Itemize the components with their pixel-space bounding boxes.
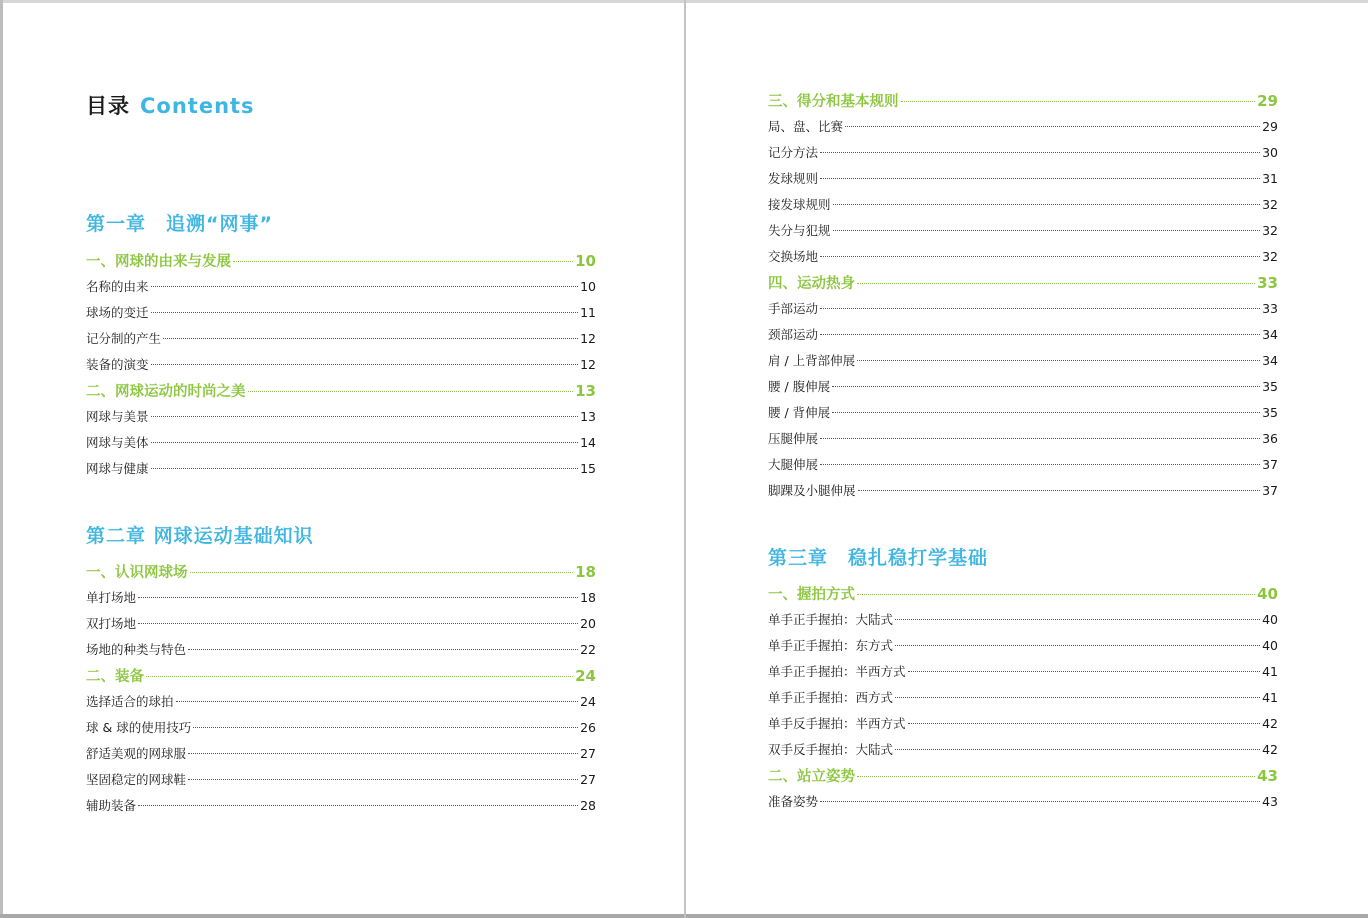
toc-entry[interactable] <box>768 322 1278 348</box>
toc-entry-label: 单手正手握拍：东方式 <box>768 638 894 653</box>
toc-entry[interactable] <box>86 741 596 767</box>
toc-entry-label: 腰 / 腹伸展 <box>768 379 831 394</box>
toc-entry-page: 35 <box>1262 379 1278 394</box>
toc-entry-page: 26 <box>580 720 596 735</box>
toc-entry-label: 三、得分和基本规则 <box>768 94 899 110</box>
dot-leader <box>820 256 1260 257</box>
toc-entry-label: 发球规则 <box>768 171 819 186</box>
toc-entry-page: 37 <box>1262 457 1278 472</box>
dot-leader <box>908 723 1261 724</box>
toc-entry-label: 记分制的产生 <box>86 331 162 346</box>
toc-entry[interactable] <box>86 767 596 793</box>
chapter-1-list <box>86 248 596 482</box>
book-spine <box>684 0 686 918</box>
dot-leader <box>151 312 579 313</box>
toc-entry-page: 34 <box>1262 353 1278 368</box>
toc-entry-label: 二、网球运动的时尚之美 <box>86 384 246 400</box>
toc-entry-page: 14 <box>580 435 596 450</box>
toc-entry-page: 11 <box>580 305 596 320</box>
toc-entry-page: 28 <box>580 798 596 813</box>
toc-entry-page: 32 <box>1262 197 1278 212</box>
chapter-2-continued-list <box>768 88 1278 504</box>
toc-entry-label: 单手正手握拍：大陆式 <box>768 612 894 627</box>
toc-entry[interactable] <box>768 218 1278 244</box>
toc-entry[interactable] <box>768 296 1278 322</box>
dot-leader <box>151 364 579 365</box>
toc-title <box>86 90 255 120</box>
toc-entry-label: 腰 / 背伸展 <box>768 405 831 420</box>
toc-entry-label: 辅助装备 <box>86 798 137 813</box>
toc-entry-page: 15 <box>580 461 596 476</box>
dot-leader <box>820 464 1260 465</box>
toc-entry[interactable] <box>86 404 596 430</box>
chapter-3-title: 第三章 稳扎稳打学基础 <box>768 547 989 569</box>
chapter-1-title: 第一章 追溯“网事” <box>86 213 273 235</box>
toc-entry-page: 34 <box>1262 327 1278 342</box>
toc-entry-page: 10 <box>580 279 596 294</box>
dot-leader <box>820 438 1260 439</box>
dot-leader <box>820 178 1260 179</box>
toc-entry-page: 27 <box>580 746 596 761</box>
dot-leader <box>151 468 579 469</box>
toc-entry-label: 记分方法 <box>768 145 819 160</box>
toc-section-entry[interactable] <box>86 559 596 585</box>
toc-entry-page: 29 <box>1257 92 1278 110</box>
toc-entry-page: 42 <box>1262 716 1278 731</box>
toc-entry-label: 颈部运动 <box>768 327 819 342</box>
toc-entry-label: 肩 / 上背部伸展 <box>768 353 856 368</box>
dot-leader <box>901 101 1256 102</box>
chapter-3-list <box>768 581 1278 815</box>
dot-leader <box>188 753 578 754</box>
toc-section-entry[interactable] <box>86 378 596 404</box>
toc-section-entry[interactable] <box>86 663 596 689</box>
toc-entry-label: 场地的种类与特色 <box>86 642 187 657</box>
dot-leader <box>833 204 1261 205</box>
dot-leader <box>151 286 579 287</box>
toc-entry-label: 单打场地 <box>86 590 137 605</box>
dot-leader <box>857 594 1255 595</box>
toc-entry-label: 局、盘、比赛 <box>768 119 844 134</box>
dot-leader <box>188 649 578 650</box>
dot-leader <box>138 805 578 806</box>
toc-entry-page: 36 <box>1262 431 1278 446</box>
toc-entry-label: 选择适合的球拍 <box>86 694 174 709</box>
toc-entry[interactable] <box>768 348 1278 374</box>
dot-leader <box>151 416 579 417</box>
toc-section-entry[interactable] <box>768 270 1278 296</box>
dot-leader <box>832 412 1260 413</box>
toc-entry-page: 29 <box>1262 119 1278 134</box>
chapter-2-title: 第二章 网球运动基础知识 <box>86 525 314 547</box>
toc-entry[interactable] <box>86 326 596 352</box>
toc-entry-page: 43 <box>1257 767 1278 785</box>
dot-leader <box>845 126 1260 127</box>
toc-entry[interactable] <box>86 430 596 456</box>
dot-leader <box>193 727 578 728</box>
toc-entry-label: 压腿伸展 <box>768 431 819 446</box>
toc-entry-label: 接发球规则 <box>768 197 831 212</box>
toc-entry-label: 名称的由来 <box>86 279 149 294</box>
toc-section-entry[interactable] <box>86 248 596 274</box>
toc-entry-page: 41 <box>1262 690 1278 705</box>
toc-entry[interactable] <box>86 300 596 326</box>
toc-entry-page: 30 <box>1262 145 1278 160</box>
toc-entry-page: 41 <box>1262 664 1278 679</box>
chapter-2-list <box>86 559 596 819</box>
toc-entry[interactable] <box>768 478 1278 504</box>
toc-entry[interactable] <box>768 789 1278 815</box>
toc-entry-page: 10 <box>575 252 596 270</box>
toc-entry-label: 大腿伸展 <box>768 457 819 472</box>
toc-entry-page: 12 <box>580 357 596 372</box>
toc-entry[interactable] <box>768 140 1278 166</box>
toc-entry[interactable] <box>768 737 1278 763</box>
toc-entry-label: 交换场地 <box>768 249 819 264</box>
toc-section-entry[interactable] <box>768 581 1278 607</box>
toc-entry[interactable] <box>86 611 596 637</box>
dot-leader <box>248 391 574 392</box>
toc-entry-page: 24 <box>575 667 596 685</box>
toc-entry-label: 手部运动 <box>768 301 819 316</box>
toc-entry-label: 球场的变迁 <box>86 305 149 320</box>
toc-entry-page: 20 <box>580 616 596 631</box>
toc-entry[interactable] <box>768 685 1278 711</box>
dot-leader <box>857 283 1255 284</box>
toc-entry-label: 一、认识网球场 <box>86 565 188 581</box>
toc-entry-page: 13 <box>580 409 596 424</box>
toc-entry-page: 13 <box>575 382 596 400</box>
page-left-edge <box>0 0 3 918</box>
dot-leader <box>151 442 579 443</box>
toc-entry-label: 网球与美体 <box>86 435 149 450</box>
dot-leader <box>908 671 1261 672</box>
toc-entry[interactable] <box>86 585 596 611</box>
toc-entry-page: 37 <box>1262 483 1278 498</box>
toc-entry-page: 33 <box>1257 274 1278 292</box>
dot-leader <box>857 776 1255 777</box>
toc-entry-label: 单手正手握拍：半西方式 <box>768 664 906 679</box>
toc-entry-page: 35 <box>1262 405 1278 420</box>
toc-entry-page: 42 <box>1262 742 1278 757</box>
toc-entry[interactable] <box>768 244 1278 270</box>
dot-leader <box>895 645 1260 646</box>
dot-leader <box>820 308 1260 309</box>
toc-entry-label: 一、握拍方式 <box>768 587 855 603</box>
toc-entry-page: 18 <box>580 590 596 605</box>
toc-entry[interactable] <box>768 400 1278 426</box>
toc-entry-page: 40 <box>1262 638 1278 653</box>
dot-leader <box>190 572 574 573</box>
toc-title-en: Contents <box>140 94 255 118</box>
dot-leader <box>176 701 579 702</box>
dot-leader <box>820 152 1260 153</box>
toc-entry[interactable] <box>768 452 1278 478</box>
dot-leader <box>163 338 578 339</box>
toc-entry-label: 脚踝及小腿伸展 <box>768 483 856 498</box>
toc-entry-page: 12 <box>580 331 596 346</box>
toc-entry-label: 准备姿势 <box>768 794 819 809</box>
toc-entry-page: 40 <box>1262 612 1278 627</box>
toc-entry-label: 二、装备 <box>86 669 144 685</box>
toc-entry[interactable] <box>768 659 1278 685</box>
toc-title-cn: 目录 <box>86 94 130 118</box>
toc-entry-label: 失分与犯规 <box>768 223 831 238</box>
dot-leader <box>820 801 1260 802</box>
toc-entry-label: 舒适美观的网球服 <box>86 746 187 761</box>
toc-entry-page: 33 <box>1262 301 1278 316</box>
toc-entry-label: 四、运动热身 <box>768 276 855 292</box>
toc-entry-page: 32 <box>1262 223 1278 238</box>
toc-entry[interactable] <box>86 689 596 715</box>
dot-leader <box>138 597 578 598</box>
toc-entry-label: 一、网球的由来与发展 <box>86 254 231 270</box>
toc-entry-label: 坚固稳定的网球鞋 <box>86 772 187 787</box>
toc-entry-label: 单手正手握拍：西方式 <box>768 690 894 705</box>
toc-entry-page: 43 <box>1262 794 1278 809</box>
toc-entry[interactable] <box>86 274 596 300</box>
dot-leader <box>833 230 1261 231</box>
toc-section-entry[interactable] <box>768 763 1278 789</box>
toc-entry-page: 40 <box>1257 585 1278 603</box>
toc-entry[interactable] <box>86 352 596 378</box>
toc-entry[interactable] <box>768 166 1278 192</box>
dot-leader <box>895 619 1260 620</box>
toc-entry-label: 装备的演变 <box>86 357 149 372</box>
toc-entry[interactable] <box>86 456 596 482</box>
dot-leader <box>146 676 573 677</box>
toc-entry-label: 双手反手握拍：大陆式 <box>768 742 894 757</box>
toc-entry-page: 32 <box>1262 249 1278 264</box>
dot-leader <box>895 697 1260 698</box>
toc-entry[interactable] <box>768 607 1278 633</box>
toc-entry-page: 24 <box>580 694 596 709</box>
toc-entry-page: 22 <box>580 642 596 657</box>
toc-section-entry[interactable] <box>768 88 1278 114</box>
dot-leader <box>832 386 1260 387</box>
dot-leader <box>138 623 578 624</box>
toc-entry-label: 二、站立姿势 <box>768 769 855 785</box>
toc-entry[interactable] <box>768 374 1278 400</box>
toc-entry[interactable] <box>768 633 1278 659</box>
toc-entry[interactable] <box>768 192 1278 218</box>
toc-entry[interactable] <box>86 793 596 819</box>
toc-entry[interactable] <box>768 711 1278 737</box>
dot-leader <box>233 261 573 262</box>
toc-entry-label: 双打场地 <box>86 616 137 631</box>
dot-leader <box>188 779 578 780</box>
toc-entry-label: 单手反手握拍：半西方式 <box>768 716 906 731</box>
toc-entry-label: 网球与健康 <box>86 461 149 476</box>
toc-entry-page: 27 <box>580 772 596 787</box>
dot-leader <box>858 490 1261 491</box>
dot-leader <box>820 334 1260 335</box>
toc-entry-page: 18 <box>575 563 596 581</box>
toc-entry-page: 31 <box>1262 171 1278 186</box>
dot-leader <box>857 360 1260 361</box>
toc-entry[interactable] <box>768 114 1278 140</box>
toc-entry-label: 球 & 球的使用技巧 <box>86 720 192 735</box>
toc-entry[interactable] <box>86 637 596 663</box>
dot-leader <box>895 749 1260 750</box>
toc-entry[interactable] <box>86 715 596 741</box>
toc-entry-label: 网球与美景 <box>86 409 149 424</box>
toc-entry[interactable] <box>768 426 1278 452</box>
